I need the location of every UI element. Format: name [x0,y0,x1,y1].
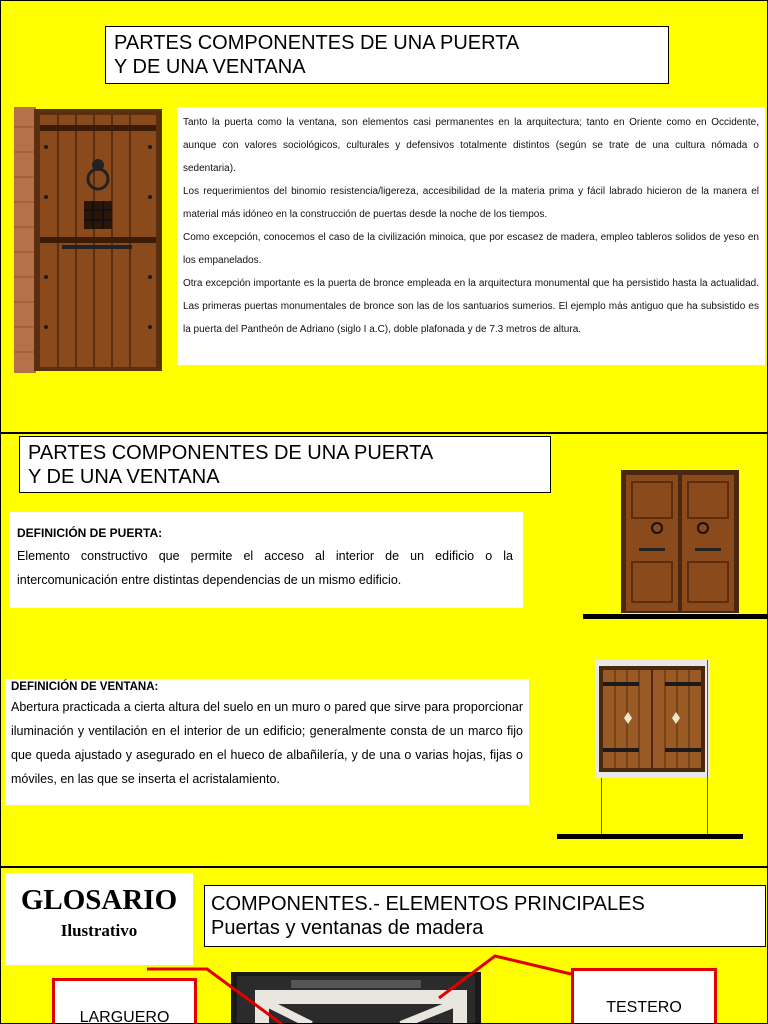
glosario-title: GLOSARIO [20,884,178,916]
window-shutters-illustration [595,660,710,778]
slide1-paragraph: Otra excepción importante es la puerta de bronce empleada en la arquitectura monumental que ha persistido hasta la actualidad. Las primeras puertas monumentales de bronce son las de los santuarios sumerios. El ejemplo más antiguo que ha subsistido es la puerta del Pantheón de Adriano (siglo I a.C), doble plafonada y de 7.3 metros de altura. [183,278,759,335]
slide2-title [19,436,551,493]
window-sill-line [557,834,743,839]
glosario-subtitle: Ilustrativo [60,921,138,940]
window-definition-body: Abertura practicada a cierta altura del suelo en un muro o pared que sirve para proporcionar iluminación y ventilación en el interior de un edificio; generalmente consta de un marco fijo que queda ajustado y asegurado en el hueco de albañilería, y de una o varias hojas, fijas o móviles, en las que se inserta el acristalamiento. [11,700,523,786]
slide1-text-panel [177,107,765,365]
slide-1 [0,0,768,433]
slide1-paragraph: Tanto la puerta como la ventana, son elementos casi permanentes en la arquitectura; tanto en Oriente como en Occidente, aunque con valores sociológicos, culturales y defensivos totalmente distintos (según se trate de una cultura nómada o sedentaria). [183,117,759,174]
window-guide-left [601,778,602,838]
slide1-title-line2: Y DE UNA VENTANA [114,56,306,78]
window-definition-heading: DEFINICIÓN DE VENTANA: [11,681,159,693]
slide1-paragraph: Los requerimientos del binomio resistencia/ligereza, accesibilidad de la materia prima y fácil labrado hicieron de la manera el material más idóneo en la construcción de puertas desde la noche de los tiempos. [183,186,759,220]
slide3-title-line2: Puertas y ventanas de madera [211,917,484,939]
slide2-title-line1: PARTES COMPONENTES DE UNA PUERTA [28,442,434,464]
label-testero: TESTERO [606,999,682,1016]
door-definition-heading: DEFINICIÓN DE PUERTA: [17,526,163,540]
callout-testero [571,968,717,1024]
slide1-paragraph: Como excepción, conocemos el caso de la civilización minoica, que por escasez de madera, empleo tableros solidos de yeso en los empanelados. [183,232,759,266]
slide1-title-line1: PARTES COMPONENTES DE UNA PUERTA [114,32,520,54]
callout-larguero [52,978,197,1024]
window-guide-right [707,660,708,838]
slide-3 [0,867,768,1024]
door-definition-body: Elemento constructivo que permite el acceso al interior de un edificio o la intercomunicación entre distintas dependencias de un mismo edificio. [17,549,513,587]
double-door-illustration [621,470,739,613]
slide2-title-line2: Y DE UNA VENTANA [28,466,220,488]
slide3-title-line1: COMPONENTES.- ELEMENTOS PRINCIPALES [211,893,645,915]
slide1-title [105,26,669,84]
door-floor-line [583,614,768,619]
slide-2 [0,433,768,867]
label-larguero: LARGUERO [79,1009,170,1024]
wooden-door-illustration [14,107,164,373]
door-definition-panel [9,512,523,608]
window-definition-panel [5,679,529,805]
